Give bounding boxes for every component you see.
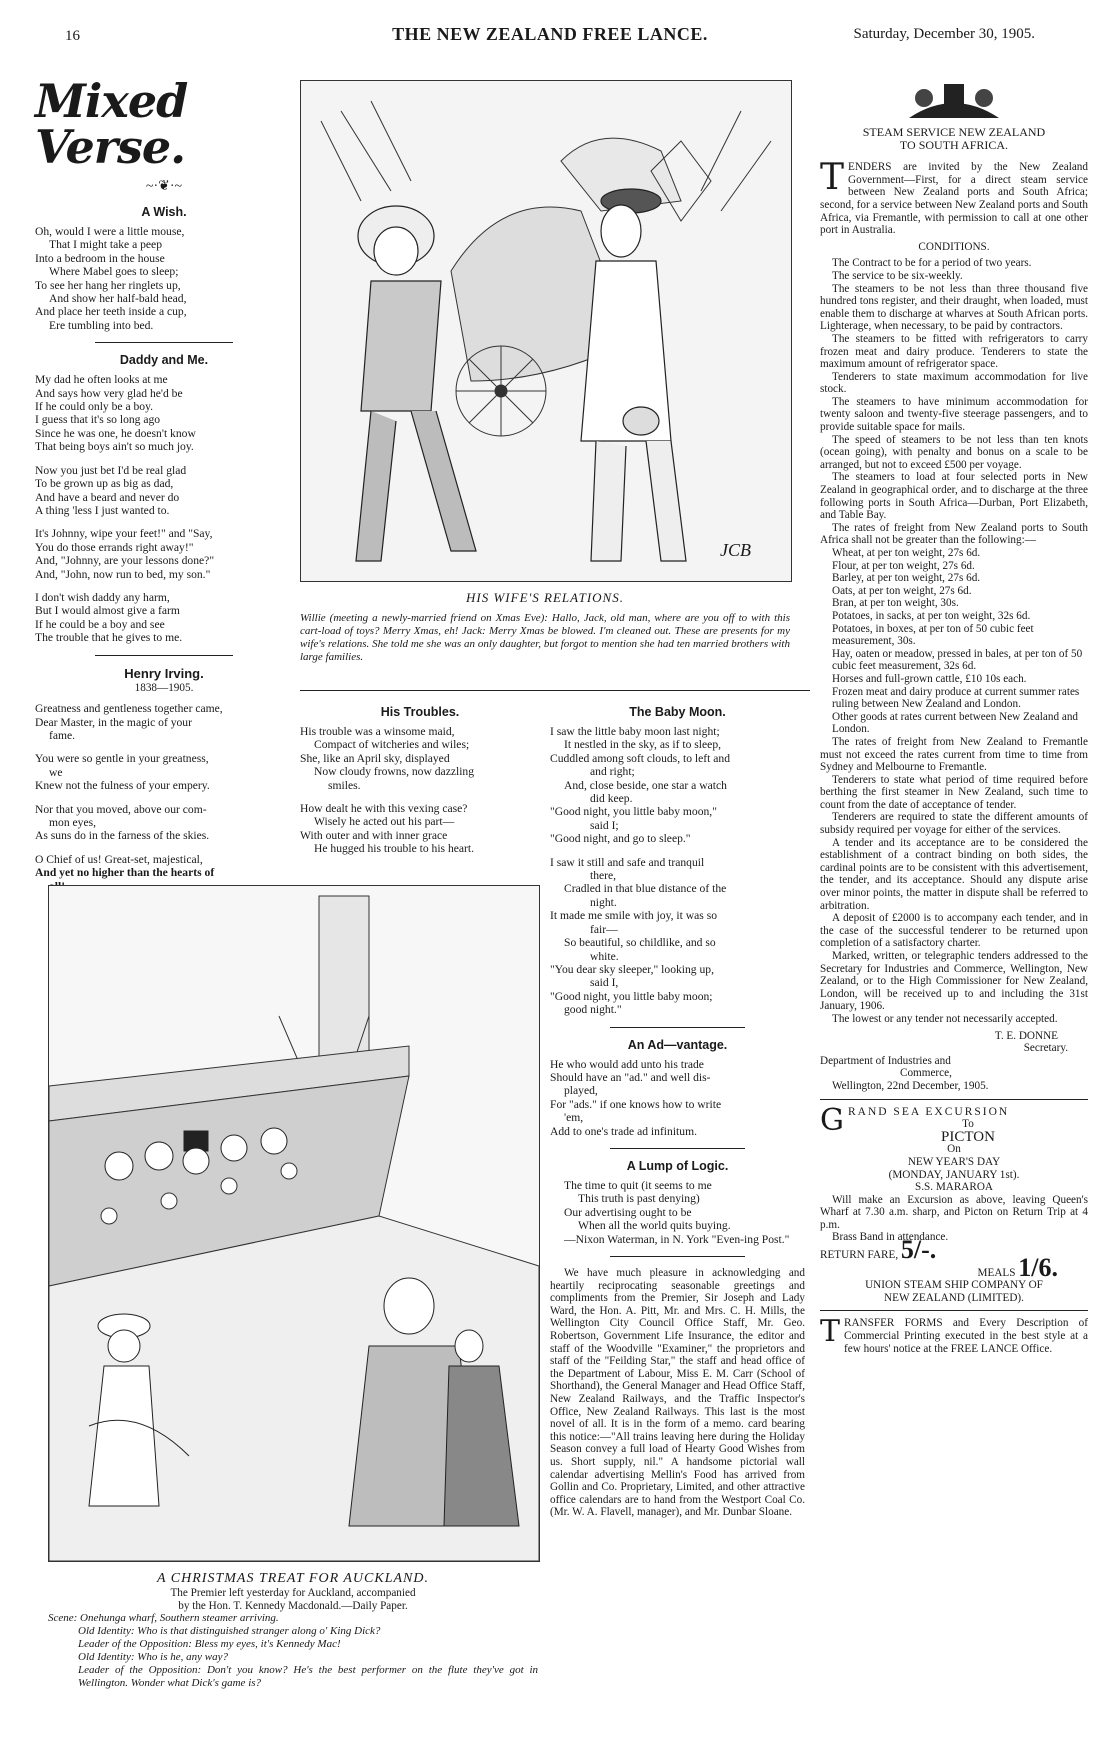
caption-dialog: Leader of the Opposition: Bless my eyes, it's Kennedy Mac! — [78, 1638, 341, 1651]
rate-line: Frozen meat and dairy produce at current summer rates ruling between New Zealand and London. — [832, 685, 1080, 711]
poem-line: smiles. — [328, 778, 361, 792]
advert-paragraph: A deposit of £2000 is to accompany each tender, and in the case of the successful tenderer to be returned upon completion of a satisfactory charter. — [820, 912, 1088, 950]
poem-line: "Good night, you little baby moon," — [550, 805, 717, 819]
excursion-line: Brass Band in attendance. — [832, 1231, 949, 1244]
issue-date: Saturday, December 30, 1905. — [853, 26, 1035, 42]
rate-line: Wheat, at per ton weight, 27s 6d. — [832, 547, 981, 559]
advert-intro: ENDERS are invited by the New Zealand Government—First, for a direct steam service between New Zealand ports and South Africa; second, for a service between New Zealand ports and South Africa, via Fremantle, with permission to call at one other port in Australia. — [820, 161, 1088, 237]
poem-title: Daddy and Me. — [119, 353, 209, 368]
newspaper-title: THE NEW ZEALAND FREE LANCE. — [392, 24, 708, 44]
poem-line: Our advertising ought to be — [564, 1205, 692, 1219]
poem-line: That I might take a peep — [49, 238, 162, 252]
poem-line: And show her half-bald head, — [49, 292, 187, 306]
poem-line: "Good night, you little baby moon; — [550, 989, 713, 1003]
poem-line: And says how very glad he'd be — [35, 386, 183, 400]
poem-line: And, close beside, one star a watch — [564, 778, 727, 792]
poem-line: Nor that you moved, above our com- — [35, 802, 207, 816]
excursion-advert — [820, 1102, 1088, 1305]
poem-title: The Baby Moon. — [629, 705, 726, 719]
dropcap: T — [820, 157, 845, 199]
poem-line: fair— — [590, 922, 618, 936]
poem-line: Now you just bet I'd be real glad — [35, 463, 187, 477]
poem-line: "Good night, and go to sleep." — [550, 832, 691, 846]
divider — [610, 1148, 745, 1149]
poem-line: fame. — [49, 728, 76, 742]
advert-paragraph: The steamers to load at four selected ports in New Zealand in geographical order, and to discharge at the three following ports in South Africa—Durban, Port Elizabeth, and Table Bay. — [820, 471, 1088, 522]
column-verse — [35, 74, 293, 910]
poem-line: And have a beard and never do — [35, 490, 180, 504]
poem-daddy — [35, 373, 293, 644]
department-line: Department of Industries and — [820, 1054, 951, 1067]
caption-dialog: Old Identity: Who is that distinguished stranger along o' King Dick? — [78, 1625, 381, 1638]
advert-paragraph: The rates of freight from New Zealand to Fremantle must not exceed the rates current from time to time from Sydney and Melbourne to Fremantle. — [820, 735, 1088, 774]
poem-line: His trouble was a winsome maid, — [300, 725, 455, 738]
excursion-line: To — [962, 1118, 974, 1131]
cartoon-drawing — [301, 81, 791, 581]
freight-rates — [820, 547, 1088, 736]
poem-line: Where Mabel goes to sleep; — [49, 265, 179, 279]
fare-value: 5/-. — [900, 1235, 937, 1265]
poem-line: I guess that it's so long ago — [35, 413, 161, 427]
poem-line: As suns do in the farness of the skies. — [35, 829, 210, 843]
poem-line: When all the world quits buying. — [578, 1219, 731, 1233]
poem-line: Dear Master, in the magic of your — [35, 715, 192, 729]
divider — [610, 1256, 745, 1257]
poem-line: we — [49, 765, 63, 779]
rate-line: Hay, oaten or meadow, pressed in bales, at per ton of 50 cubic feet measurement, 32s 6d. — [832, 647, 1083, 673]
poem-line: Compact of witcheries and wiles; — [314, 738, 470, 752]
rate-line: Horses and full-grown cattle, £10 10s each. — [832, 672, 1027, 685]
signatory-title: Secretary. — [1023, 1042, 1068, 1055]
poem-line: Wisely he acted out his part— — [314, 815, 455, 829]
advert-heading: STEAM SERVICE NEW ZEALAND — [862, 125, 1046, 139]
excursion-line: On — [947, 1143, 961, 1156]
poem-line: "You dear sky sleeper," looking up, — [550, 962, 714, 976]
poem-line: If he could be a boy and see — [35, 617, 165, 631]
masthead — [55, 22, 1045, 50]
poem-line: So beautiful, so childlike, and so — [564, 936, 716, 950]
cartoon1-caption — [300, 584, 790, 664]
caption-line: by the Hon. T. Kennedy Macdonald.—Daily Paper. — [178, 1599, 408, 1612]
transfer-forms-advert: RANSFER FORMS and Every Description of Commercial Printing executed in the best style at a few hours' notice at the FREE LANCE Office. — [844, 1317, 1088, 1355]
department-line: Commerce, — [900, 1067, 952, 1080]
rate-line: Bran, at per ton weight, 30s. — [832, 597, 959, 610]
column-middle — [550, 695, 805, 1519]
poem-line: You were so gentle in your greatness, — [35, 752, 209, 766]
advert-paragraph: Marked, written, or telegraphic tenders addressed to the Secretary for Industries and Commerce, Wellington, New Zealand, or to the High Commissioner for New Zealand, London, will be received up to and including the 31st January, 1906. — [820, 950, 1088, 1013]
poem-line: This truth is past denying) — [578, 1192, 700, 1206]
poem-line: Into a bedroom in the house — [35, 251, 165, 265]
artist-signature: JCB — [720, 540, 751, 560]
caption-dialog: Leader of the Opposition: Don't you know? He's the best performer on the flute they've got in Wellington. Wonder what Dick's game is? — [78, 1664, 538, 1690]
poem-line: How dealt he with this vexing case? — [300, 802, 468, 816]
poem-line: You do those errands right away!" — [35, 540, 194, 554]
poem-line: I don't wish daddy any harm, — [35, 590, 170, 604]
poem-line: Since he was one, he doesn't know — [35, 426, 196, 440]
excursion-ship: S.S. MARAROA — [914, 1181, 994, 1194]
poem-line: and right; — [590, 765, 635, 779]
poem-title: His Troubles. — [380, 705, 460, 719]
poem-line: Greatness and gentleness together came, — [35, 702, 223, 716]
company-line: NEW ZEALAND (LIMITED). — [884, 1291, 1024, 1304]
poem-line: That being boys ain't so much joy. — [35, 440, 194, 454]
poem-line: I saw it still and safe and tranquil — [550, 855, 705, 869]
advert-paragraph: A tender and its acceptance are to be considered the establishment of a contract binding on both sides, the cardinal points are to be consistent with this advertisement, the tender, and its acceptance. Should any dispute arise over minor points, the matter in dispute shall be referred to arbitration. — [820, 836, 1088, 912]
caption-dialog: Old Identity: Who is he, any way? — [78, 1651, 228, 1664]
advert-paragraph: Tenderers to state maximum accommodation for live stock. — [820, 370, 1088, 396]
rate-line: Barley, at per ton weight, 27s 6d. — [832, 572, 981, 585]
poem-line: Knew not the fulness of your empery. — [35, 779, 210, 793]
divider — [300, 690, 810, 691]
rate-line: Potatoes, in boxes, at per ton of 50 cubic feet measurement, 30s. — [832, 622, 1034, 648]
dropcap: G — [820, 1102, 844, 1138]
advert-paragraph: The steamers to be fitted with refrigerators to carry frozen meat and dairy produce. Tenderers to state the maximum amount of refrigerator space. — [820, 332, 1088, 371]
meals-value: 1/6. — [1018, 1252, 1058, 1282]
poem-line: said I, — [590, 976, 619, 990]
advert-paragraph: Tenderers are required to state the different amounts of subsidy required per voyage for either of the services. — [820, 811, 1088, 837]
divider — [95, 342, 233, 343]
poem-baby-moon — [550, 725, 805, 1017]
poem-title: Henry Irving. — [124, 665, 204, 681]
rate-line: Flour, at per ton weight, 27s 6d. — [832, 559, 975, 572]
poem-line: played, — [564, 1084, 598, 1098]
poem-line: And yet no higher than the hearts of — [35, 866, 215, 880]
rate-line: Other goods at rates current between New Zealand and London. — [832, 710, 1079, 736]
poem-line: It's Johnny, wipe your feet!" and "Say, — [35, 527, 213, 541]
poem-line: did keep. — [590, 792, 633, 806]
poem-line: If he could only be a boy. — [35, 400, 154, 414]
cartoon-title: A CHRISTMAS TREAT FOR AUCKLAND. — [156, 1571, 429, 1586]
excursion-text: Will make an Excursion as above, leaving Queen's Wharf at 7.30 a.m. sharp, and Picton on Return Trip at 4 p.m. — [820, 1193, 1088, 1231]
poem-line: mon eyes, — [49, 816, 97, 829]
poem-line: My dad he often looks at me — [35, 373, 168, 387]
poem-line: A thing 'less I just wanted to. — [35, 503, 170, 517]
caption-line: The Premier left yesterday for Auckland, accompanied — [170, 1587, 416, 1599]
greetings-paragraph: We have much pleasure in acknowledging and heartily reciprocating seasonable greetings and compliments from the Premier, Sir Joseph and Lady Ward, the Hon. A. Pitt, Mr. and Mrs. C. H. Mills, the Wellington City Council Office Staff, Mr. Geo. Robertson, Government Life Insurance, the editor and staff of the Woodville "Examiner," the proprietors and staff of the "Feilding Star," the staff and head office of the Department of Labour, Miss E. M. Carr (School of Shorthand), the General Manager and Head Office Staff, New Zealand Railways, and the Traffic Inspector's Office, New Zealand Railways. This last is the most novel of all. It is in the form of a memo. card bearing this notice:—"All trains leaving here during the Holiday Season convey a full load of Hearty Good Wishes from us. Short supply, nil." A handsome pictorial wall calendar advertising Mellin's Food has arrived from Gollin and Co. Proprietary, Limited, and other attractive office calendars are to hand from the Westport Coal Co. (Mr. W. A. Flavell, manager), and Mr. Dunbar Sloane. — [550, 1267, 805, 1519]
poem-line: Cuddled among soft clouds, to left and — [550, 751, 730, 765]
advert-paragraph: Tenderers to state what period of time required before berthing the first steamer in New Zealand, such time to count from the date of acceptance of tender. — [820, 773, 1088, 811]
advert-paragraph: The service to be six-weekly. — [832, 269, 963, 282]
excursion-destination: PICTON — [941, 1128, 995, 1145]
poem-line: But I would almost give a farm — [35, 604, 180, 618]
poem-wish — [35, 225, 293, 332]
poem-line: Cradled in that blue distance of the — [564, 882, 727, 896]
poem-line: Add to one's trade ad infinitum. — [550, 1124, 697, 1138]
poem-irving — [35, 702, 293, 910]
poem-line: The trouble that he gives to me. — [35, 631, 183, 645]
poem-line: white. — [590, 949, 619, 963]
cartoon-his-wifes-relations — [300, 80, 792, 582]
poem-line: She, like an April sky, displayed — [300, 751, 450, 765]
poem-title: A Lump of Logic. — [626, 1158, 729, 1173]
poem-line: night. — [590, 895, 617, 909]
ornament-icon: ~·❦·~ — [145, 179, 183, 194]
poem-credit: —Nixon Waterman, in N. York "Even-ing Post." — [564, 1232, 790, 1246]
poem-line: He hugged his trouble to his heart. — [314, 842, 475, 856]
department-line: Wellington, 22nd December, 1905. — [832, 1079, 989, 1092]
advert-paragraph: The Contract to be for a period of two years. — [832, 257, 1032, 270]
fare-label: RETURN FARE, — [820, 1249, 899, 1262]
advert-paragraph: The steamers to have minimum accommodation for twenty saloon and twenty-five steerage passengers, and to provide suitable space for mails. — [820, 395, 1088, 434]
cartoon-drawing — [49, 886, 539, 1561]
poem-line: Should have an "ad." and well dis- — [550, 1070, 711, 1084]
advert-paragraph: The lowest or any tender not necessarily accepted. — [832, 1012, 1058, 1025]
excursion-title: RAND SEA EXCURSION — [847, 1105, 1010, 1118]
poem-line: And place her teeth inside a cup, — [35, 305, 187, 319]
section-title: Mixed Verse. — [35, 74, 188, 174]
poem-line: For "ads." if one knows how to write — [550, 1097, 722, 1111]
poem-line: He who would add unto his trade — [550, 1057, 704, 1071]
caption-scene: Scene: Onehunga wharf, Southern steamer arriving. — [48, 1612, 279, 1625]
dropcap: T — [820, 1314, 841, 1350]
advert-heading: TO SOUTH AFRICA. — [899, 137, 1009, 152]
cartoon-dialog: Willie (meeting a newly-married friend on Xmas Eve): Hallo, Jack, old man, where are you off to with this cart-load of toys? Merry Xmas, eh! Jack: Merry Xmas be blowed. I'm cleaned out. These are presents for my wife's relations. She told me she was an only daughter, but forgot to mention she had ten married brothers with large families. — [300, 612, 790, 663]
poem-line: With outer and with inner grace — [300, 828, 448, 842]
rate-line: Oats, at per ton weight, 27s 6d. — [832, 584, 972, 597]
poem-line: Oh, would I were a little mouse, — [35, 225, 185, 238]
page-number: 16 — [65, 28, 80, 44]
company-line: UNION STEAM SHIP COMPANY OF — [865, 1279, 1043, 1292]
poem-line: And, "Johnny, are your lessons done?" — [35, 554, 215, 568]
meals-label: MEALS — [977, 1266, 1016, 1279]
signatory-name: T. E. DONNE — [994, 1029, 1058, 1042]
cartoon2-caption — [48, 1565, 538, 1690]
poem-line: Now cloudy frowns, now dazzling — [314, 765, 475, 779]
poem-line: said I; — [590, 818, 619, 832]
poem-line: To see her hang her ringlets up, — [35, 278, 181, 292]
poem-line: It nestled in the sky, as if to sleep, — [564, 738, 722, 752]
cartoon-title: HIS WIFE'S RELATIONS. — [466, 590, 624, 605]
poem-title: An Ad—vantage. — [627, 1037, 728, 1052]
cartoon-christmas-treat — [48, 885, 540, 1562]
coat-of-arms-icon — [899, 78, 1009, 120]
divider — [610, 1027, 745, 1028]
advert-paragraph: The steamers to be not less than three thousand five hundred tons register, and their draught, when loaded, must enable them to discharge at wharves at South African ports. Lighterage, when necessary, to be paid by contractors. — [820, 282, 1088, 333]
poem-line: It made me smile with joy, it was so — [550, 909, 718, 923]
poem-line: I saw the little baby moon last night; — [550, 725, 720, 738]
tender-advert — [820, 78, 1088, 1355]
poem-line: there, — [590, 869, 617, 883]
poem-line: To be grown up as big as dad, — [35, 477, 174, 491]
poem-line: Ere tumbling into bed. — [49, 318, 154, 332]
poem-line: O Chief of us! Great-set, majestical, — [35, 852, 203, 866]
advert-paragraph: The speed of steamers to be not less than ten knots (ocean going), with penalty and bonus on a scale to be arranged, but not to exceed £500 per voyage. — [820, 433, 1088, 471]
rate-line: Potatoes, in sacks, at per ton weight, 32s 6d. — [832, 609, 1031, 622]
divider — [95, 655, 233, 656]
divider — [820, 1099, 1088, 1100]
poem-line: And, "John, now run to bed, my son." — [35, 567, 211, 581]
excursion-line: NEW YEAR'S DAY — [907, 1155, 1001, 1168]
poem-line: 'em, — [564, 1111, 584, 1125]
poem-his-troubles — [300, 695, 540, 856]
divider — [820, 1310, 1088, 1311]
poem-title: A Wish. — [141, 205, 187, 219]
poem-years: 1838—1905. — [134, 681, 194, 694]
excursion-line: (MONDAY, JANUARY 1st). — [888, 1168, 1020, 1181]
poem-line: The time to quit (it seems to me — [564, 1178, 712, 1192]
advert-subheading: CONDITIONS. — [918, 240, 990, 253]
poem-line: good night." — [564, 1003, 622, 1017]
advert-paragraph: The rates of freight from New Zealand ports to South Africa shall not be greater than the following:— — [820, 521, 1088, 547]
